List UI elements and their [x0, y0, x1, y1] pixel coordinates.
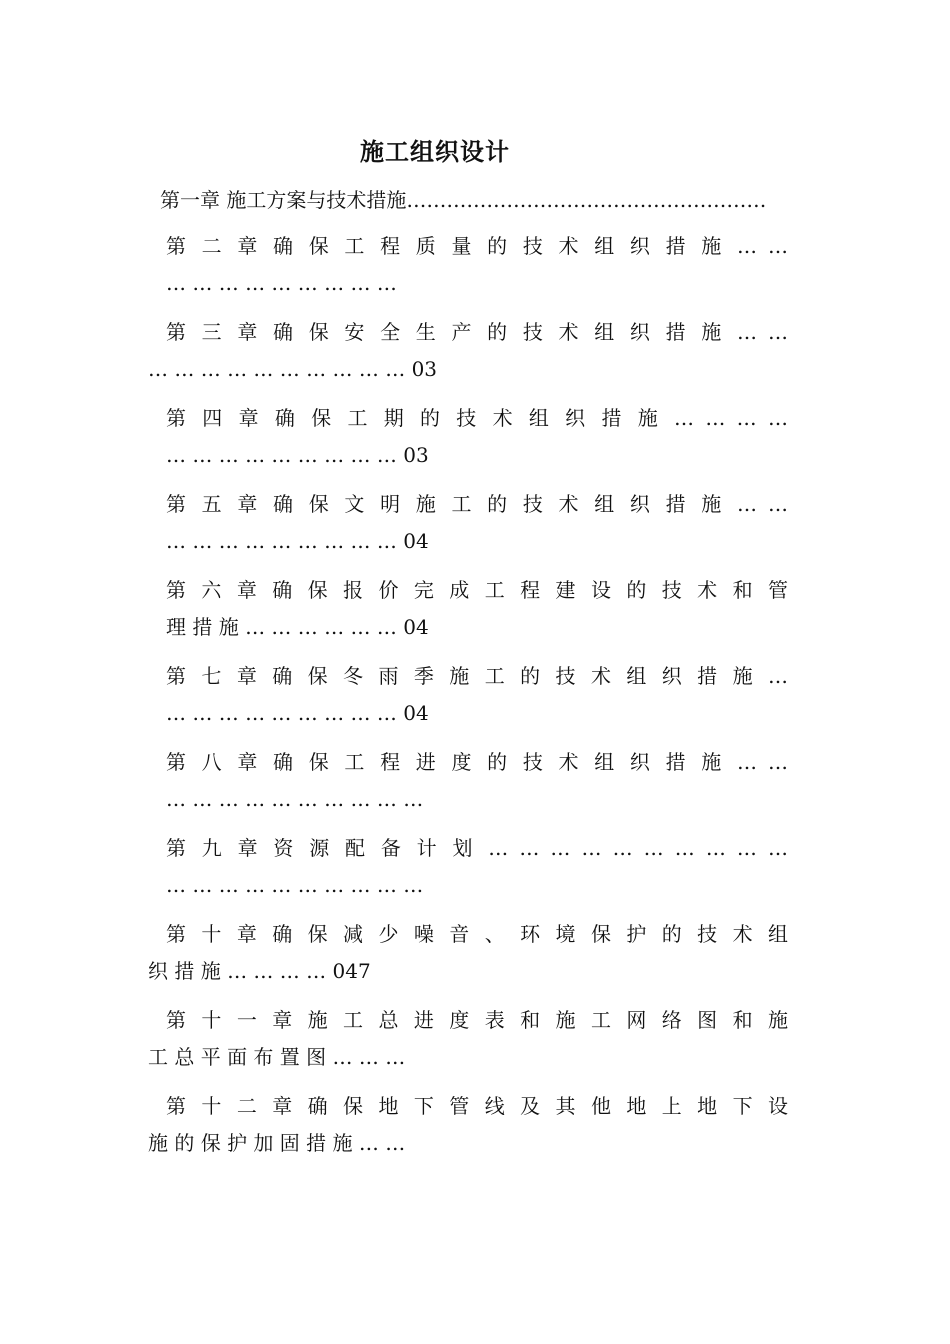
- toc-entry-line: 施 的 保 护 加 固 措 施 … …: [148, 1131, 406, 1155]
- toc-entry-chapter-3: [148, 314, 788, 388]
- toc-entry-line: 工 总 平 面 布 置 图 … … …: [148, 1045, 406, 1069]
- toc-entry-line: 第 二 章 确 保 工 程 质 量 的 技 术 组 织 措 施 … …: [166, 234, 788, 258]
- toc-entry-line: … … … … … … … … …: [166, 271, 397, 295]
- page-title: 施工组织设计: [360, 137, 510, 166]
- toc-entry-line: 第 十 一 章 施 工 总 进 度 表 和 施 工 网 络 图 和 施: [166, 1008, 788, 1032]
- toc-entry-line: … … … … … … … … … 03: [166, 443, 429, 467]
- toc-entry-line: 第 四 章 确 保 工 期 的 技 术 组 织 措 施 … … … …: [166, 406, 788, 430]
- toc-entry-line: 第 十 二 章 确 保 地 下 管 线 及 其 他 地 上 地 下 设: [166, 1094, 788, 1118]
- toc-entry-chapter-2: [148, 228, 788, 302]
- toc-entry-line: 第 八 章 确 保 工 程 进 度 的 技 术 组 织 措 施 … …: [166, 750, 788, 774]
- toc-entry-chapter-6: [148, 572, 788, 646]
- toc-entry-line: 第 五 章 确 保 文 明 施 工 的 技 术 组 织 措 施 … …: [166, 492, 788, 516]
- toc-entry-line: 第 十 章 确 保 减 少 噪 音 、 环 境 保 护 的 技 术 组: [166, 922, 788, 946]
- toc-entry-line: … … … … … … … … … … 03: [148, 357, 438, 381]
- toc-entry-line: … … … … … … … … … …: [166, 873, 424, 897]
- toc-entry-chapter-10: [148, 916, 788, 990]
- toc-entry-line: 第 三 章 确 保 安 全 生 产 的 技 术 组 织 措 施 … …: [166, 320, 788, 344]
- toc-entry-line: 理 措 施 … … … … … … 04: [166, 615, 429, 639]
- toc-entry-line: … … … … … … … … … 04: [166, 529, 429, 553]
- toc-entry-line: … … … … … … … … … 04: [166, 701, 429, 725]
- toc-entry-line: 织 措 施 … … … … 047: [148, 959, 371, 983]
- toc-entry-chapter-1: 第一章 施工方案与技术措施………………………………………………: [160, 188, 767, 212]
- toc-entry-chapter-4: [148, 400, 788, 474]
- toc-entry-chapter-9: [148, 830, 788, 904]
- toc-entry-chapter-8: [148, 744, 788, 818]
- toc-entry-chapter-11: [148, 1002, 788, 1076]
- toc-entry-line: 第 七 章 确 保 冬 雨 季 施 工 的 技 术 组 织 措 施 …: [166, 664, 788, 688]
- toc-entry-chapter-7: [148, 658, 788, 732]
- toc-entry-line: 第 六 章 确 保 报 价 完 成 工 程 建 设 的 技 术 和 管: [166, 578, 788, 602]
- toc-entry-line: 第 九 章 资 源 配 备 计 划 … … … … … … … … … …: [166, 836, 788, 860]
- toc-entry-chapter-5: [148, 486, 788, 560]
- toc-entry-line: … … … … … … … … … …: [166, 787, 424, 811]
- toc-entry-chapter-12: [148, 1088, 788, 1162]
